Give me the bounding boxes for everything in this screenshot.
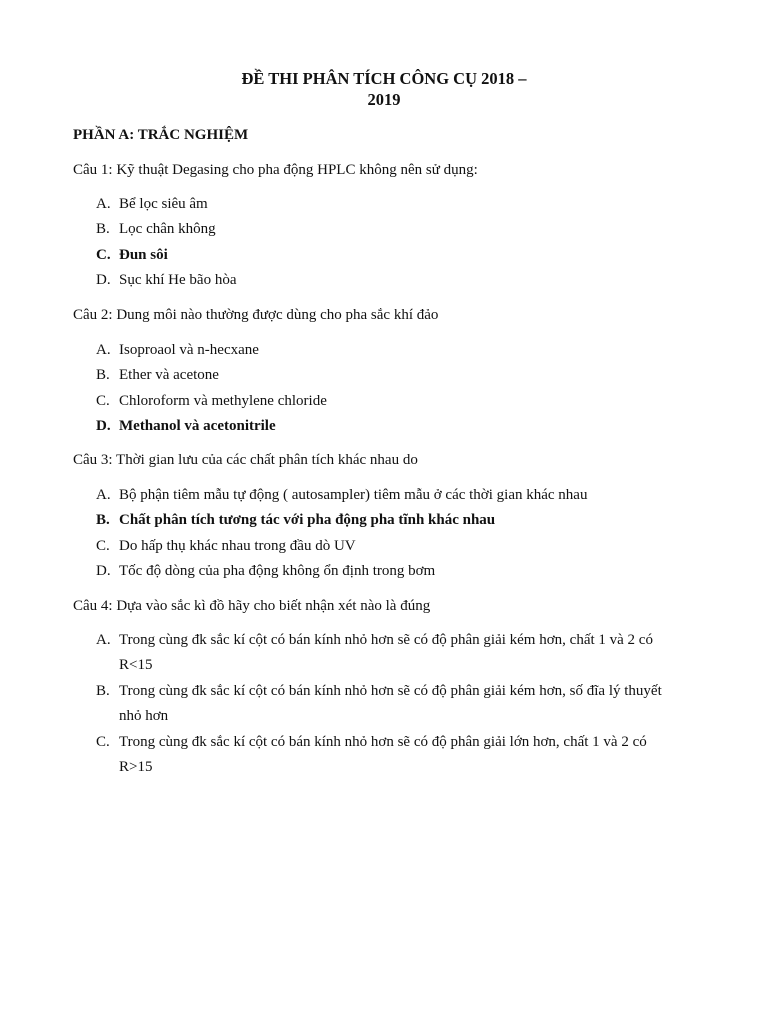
option-text: Methanol và acetonitrile (119, 418, 276, 435)
option-letter: C. (96, 392, 110, 409)
option-item (96, 730, 676, 781)
question-1-options (96, 192, 676, 294)
option-item (96, 628, 676, 679)
option-letter: C. (96, 733, 110, 750)
option-letter: B. (96, 512, 110, 529)
option-letter: A. (96, 342, 111, 358)
option-text: Chất phân tích tương tác với pha động pha tĩnh khác nhau (119, 512, 496, 529)
option-letter: B. (96, 221, 110, 238)
option-text: Isoproaol và n-hecxane (119, 342, 259, 358)
title-line-1: ĐỀ THI PHÂN TÍCH CÔNG CỤ 2018 – (241, 69, 527, 88)
option-item (96, 363, 676, 388)
option-item-correct (96, 243, 676, 268)
option-letter: D. (96, 272, 111, 289)
option-text: Bể lọc siêu âm (119, 196, 208, 212)
option-text: Chloroform và methylene chloride (119, 392, 327, 409)
option-text: Đun sôi (119, 246, 168, 263)
option-item (96, 559, 676, 584)
option-text: Trong cùng đk sắc kí cột có bán kính nhỏ hơn sẽ có độ phân giải kém hơn, chất 1 và 2 có R<15 (119, 632, 653, 674)
option-item (96, 192, 676, 217)
option-letter: B. (96, 367, 110, 384)
option-item (96, 338, 676, 363)
option-item (96, 217, 676, 242)
option-letter: C. (96, 537, 110, 554)
question-1: Câu 1: Kỹ thuật Degasing cho pha động HPLC không nên sử dụng: (73, 162, 478, 178)
option-letter: A. (96, 632, 111, 648)
option-item (96, 534, 676, 559)
option-text: Trong cùng đk sắc kí cột có bán kính nhỏ hơn sẽ có độ phân giải lớn hơn, chất 1 và 2 có R>15 (119, 733, 647, 776)
option-text: Ether và acetone (119, 367, 219, 384)
option-item (96, 389, 676, 414)
option-letter: D. (96, 563, 111, 580)
document-title (0, 68, 768, 110)
question-3: Câu 3: Thời gian lưu của các chất phân tích khác nhau do (73, 452, 418, 468)
section-heading: PHẦN A: TRẮC NGHIỆM (73, 127, 249, 143)
option-letter: C. (96, 246, 111, 263)
title-line-2: 2019 (367, 90, 401, 109)
option-text: Sục khí He bão hòa (119, 272, 237, 289)
option-letter: D. (96, 418, 111, 435)
question-2: Câu 2: Dung môi nào thường được dùng cho pha sắc khí đảo (73, 307, 439, 323)
option-letter: A. (96, 196, 111, 212)
option-item (96, 268, 676, 293)
question-4: Câu 4: Dựa vào sắc kì đồ hãy cho biết nhận xét nào là đúng (73, 598, 431, 614)
option-text: Bộ phận tiêm mẫu tự động ( autosampler) tiêm mẫu ở các thời gian khác nhau (119, 487, 588, 503)
question-2-options (96, 338, 676, 440)
question-4-options (96, 628, 676, 780)
option-text: Trong cùng đk sắc kí cột có bán kính nhỏ hơn sẽ có độ phân giải kém hơn, số đĩa lý thuyết nhỏ hơn (119, 682, 662, 725)
question-3-options (96, 483, 676, 585)
option-text: Tốc độ dòng của pha động không ổn định trong bơm (119, 563, 436, 580)
option-text: Lọc chân không (119, 221, 216, 238)
option-item (96, 679, 676, 730)
option-letter: B. (96, 682, 110, 699)
option-item (96, 483, 676, 508)
option-text: Do hấp thụ khác nhau trong đầu dò UV (119, 537, 356, 554)
option-letter: A. (96, 487, 111, 503)
option-item-correct (96, 508, 676, 533)
option-item-correct (96, 414, 676, 439)
